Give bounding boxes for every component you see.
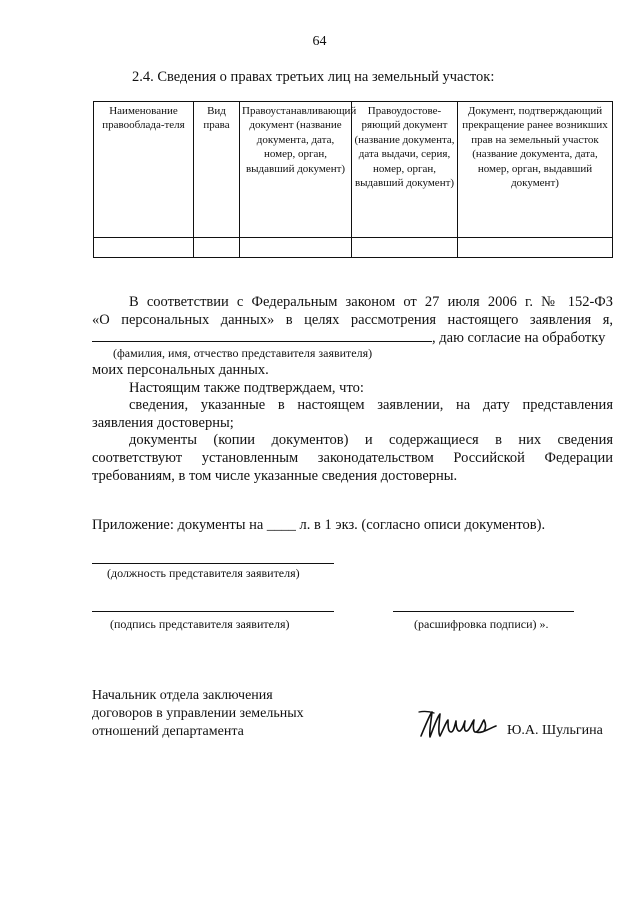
third-party-rights-table [93, 101, 613, 258]
table-cell [240, 238, 352, 258]
confirm-item-2: документы (копии документов) и содержащиеся в них сведения соответствуют установленным законодательством Российской Федерации требованиям, в том числе указанные сведения достоверны. [92, 432, 613, 484]
attachment-suffix: л. в 1 экз. (согласно описи документов). [299, 517, 546, 533]
header-termination-document: Документ, подтверждающий прекращение ранее возникших прав на земельный участок (название документа, дата, номер, орган, выдавший документ) [458, 102, 613, 238]
consent-line-3 [92, 329, 613, 347]
decoding-caption: (расшифровка подписи) ». [414, 617, 549, 631]
page-number: 64 [312, 34, 327, 49]
header-certifying-document: Правоудостове-ряющий документ (название документа, дата выдачи, серия, номер, орган, выдавший документ) [352, 102, 458, 238]
decoding-line[interactable] [393, 611, 574, 612]
attachment-sheets-blank[interactable]: ____ [266, 517, 296, 533]
confirm-intro: Настоящим также подтверждаем, что: [129, 380, 364, 396]
signer-title-line: отношений департамента [92, 724, 244, 739]
signer-name: Ю.А. Шульгина [507, 723, 603, 738]
table-row [94, 238, 613, 258]
attachment-line [92, 516, 613, 534]
header-right-type: Вид права [194, 102, 240, 238]
confirm-item-1: сведения, указанные в настоящем заявлении, на дату представления заявления достоверны; [92, 397, 613, 431]
signer-title-line: договоров в управлении земельных [92, 706, 304, 721]
consent-line-3-tail: , даю согласие на обработку [432, 330, 606, 346]
consent-line-2: «О персональных данных» в целях рассмотрения настоящего заявления я, [92, 312, 613, 328]
table-cell [352, 238, 458, 258]
position-caption: (должность представителя заявителя) [107, 566, 300, 580]
name-caption: (фамилия, имя, отчество представителя заявителя) [113, 346, 373, 360]
signer-title [92, 687, 304, 741]
position-signature-line[interactable] [92, 563, 334, 564]
table-cell [458, 238, 613, 258]
table-cell [194, 238, 240, 258]
table-header-row [94, 102, 613, 238]
consent-line-4: моих персональных данных. [92, 362, 269, 378]
handwritten-signature [418, 706, 500, 746]
signature-caption: (подпись представителя заявителя) [110, 617, 290, 631]
signer-title-line: Начальник отдела заключения [92, 688, 273, 703]
header-rightholder: Наименование правооблада-теля [94, 102, 194, 238]
signature-line[interactable] [92, 611, 334, 612]
table-cell [94, 238, 194, 258]
consent-line-1: В соответствии с Федеральным законом от 27 июля 2006 г. № 152-ФЗ [129, 294, 613, 310]
name-blank-line[interactable] [92, 329, 432, 342]
header-title-document: Правоустанавливающий документ (название документа, дата, номер, орган, выдавший документ) [240, 102, 352, 238]
section-heading: 2.4. Сведения о правах третьих лиц на земельный участок: [132, 69, 495, 85]
attachment-prefix: Приложение: документы на [92, 517, 264, 533]
